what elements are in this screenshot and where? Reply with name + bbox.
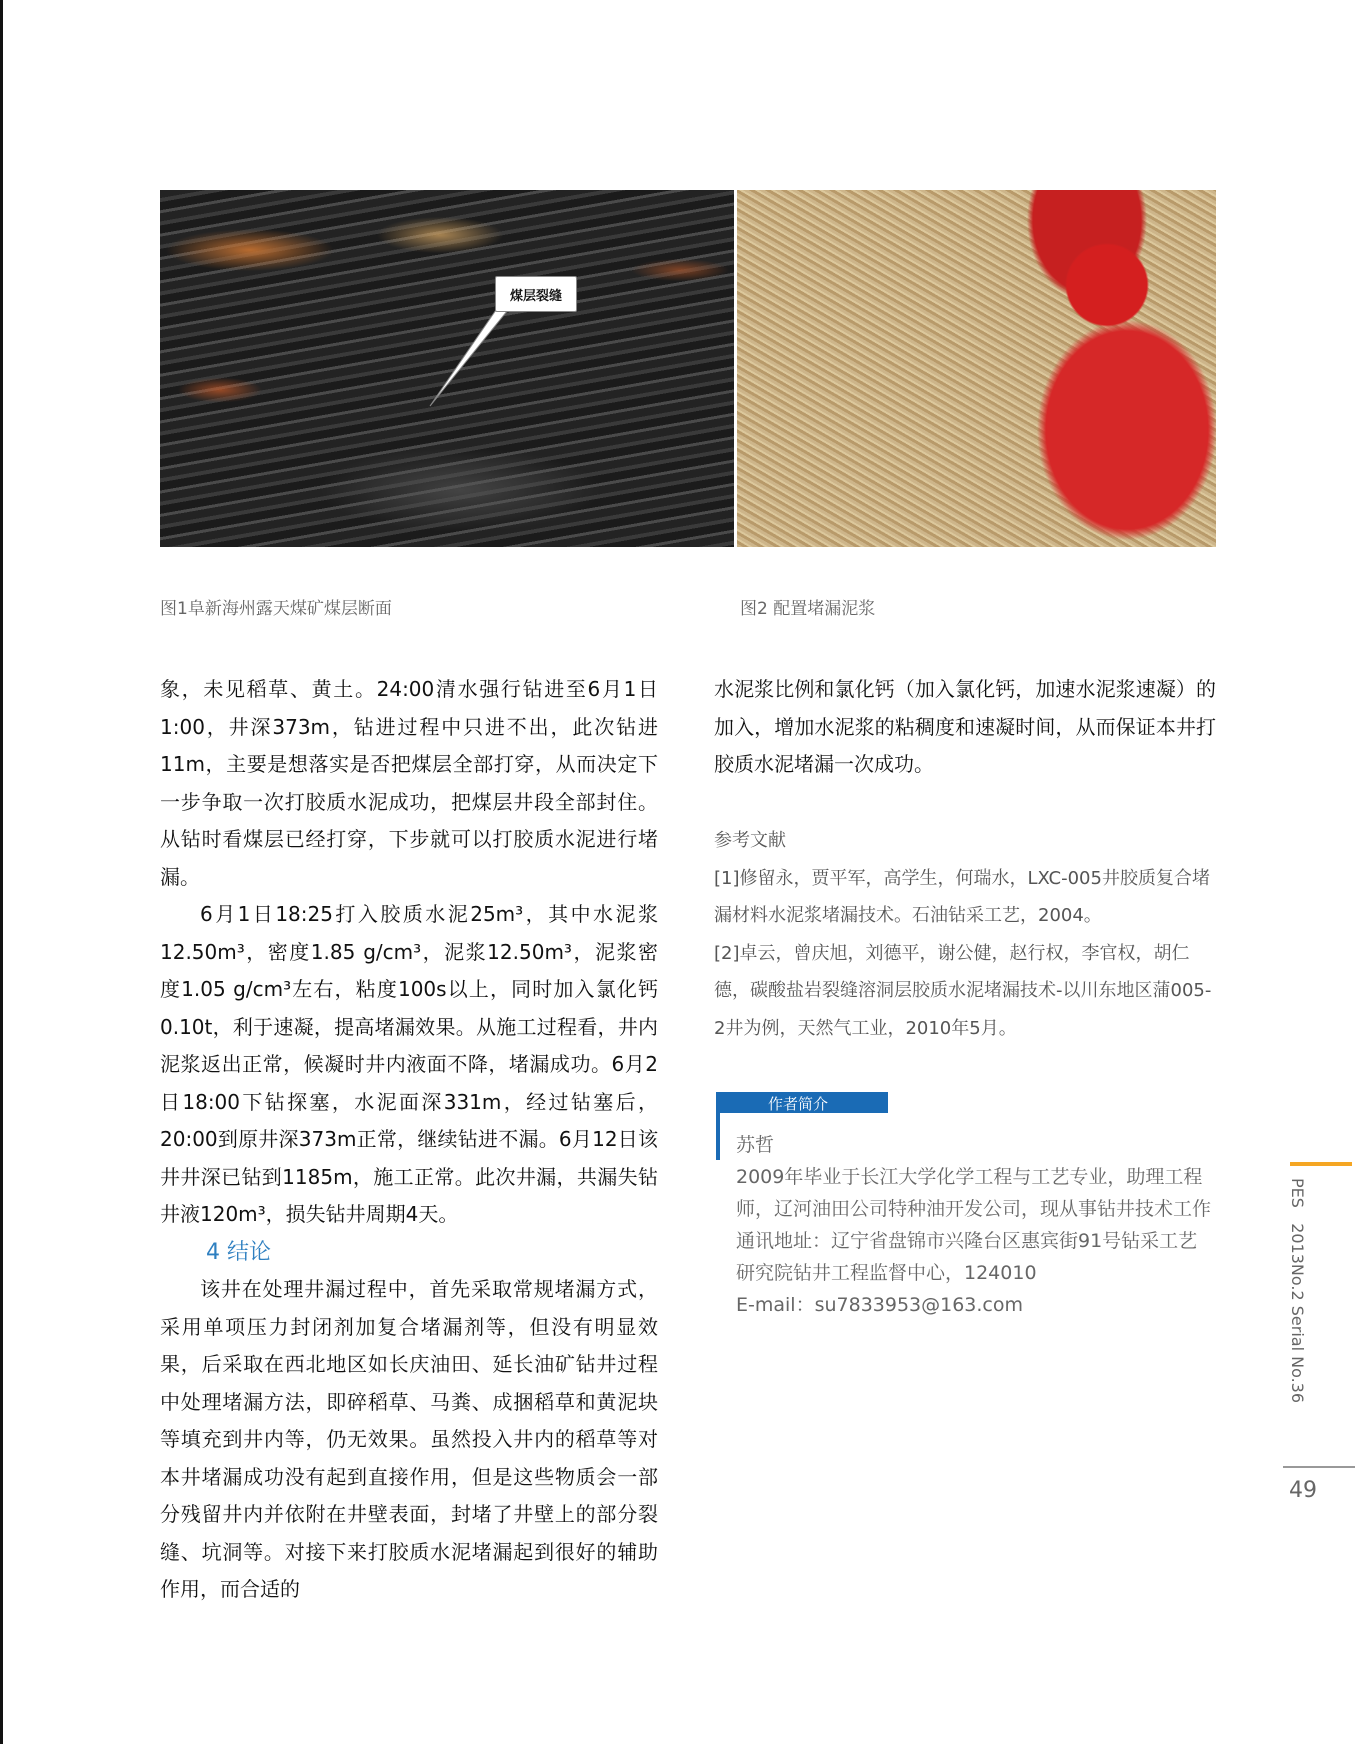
paragraph: 水泥浆比例和氯化钙（加入氯化钙，加速水泥浆速凝）的加入，增加水泥浆的粘稠度和速凝时间，从而保证本井打胶质水泥堵漏一次成功。	[714, 677, 1216, 776]
issue-info: 2013No.2 Serial No.36	[1288, 1223, 1307, 1404]
side-accent-bar	[1290, 1162, 1352, 1166]
reference-item: [2]卓云，曾庆旭，刘德平，谢公健，赵行权，李官权，胡仁德，碳酸盐岩裂缝溶洞层胶质水泥堵漏技术-以川东地区蒲005-2井为例，天然气工业，2010年5月。	[714, 942, 1212, 1039]
left-column	[160, 671, 658, 1609]
callout-pointer	[428, 308, 508, 408]
figure-1-callout: 煤层裂缝	[495, 276, 577, 312]
author-heading-bar	[716, 1092, 888, 1113]
author-info	[736, 1129, 1216, 1321]
reference-item: [1]修留永，贾平军，高学生，何瑞水，LXC-005井胶质复合堵漏材料水泥浆堵漏技术。石油钻采工艺，2004。	[714, 867, 1210, 926]
author-email: E-mail：su7833953@163.com	[736, 1294, 1024, 1316]
figure-1-coal-seam-photo	[160, 190, 734, 547]
paragraph: 6月1日18:25打入胶质水泥25m³，其中水泥浆12.50m³，密度1.85 g/cm³，泥浆12.50m³，泥浆密度1.05 g/cm³左右，粘度100s以上，同时加入氯化钙0.10t，利于速凝，提高堵漏效果。从施工过程看，井内泥浆返出正常，候凝时井内液面不降，堵漏成功。6月2日18:00下钻探塞，水泥面深331m，经过钻塞后，20:00到原井深373m正常，继续钻进不漏。6月12日该井井深已钻到1185m，施工正常。此次井漏，共漏失钻井液120m³，损失钻井周期4天。	[160, 902, 658, 1226]
author-address: 通讯地址：辽宁省盘锦市兴隆台区惠宾街91号钻采工艺研究院钻井工程监督中心，124010	[736, 1230, 1198, 1284]
right-column	[714, 671, 1216, 784]
page-number: 49	[1289, 1478, 1317, 1503]
section-title: 4 结论	[206, 1239, 271, 1265]
figure-2-caption: 图2 配置堵漏泥浆	[740, 599, 876, 619]
author-name: 苏哲	[736, 1134, 775, 1156]
author-heading: 作者简介	[768, 1095, 829, 1113]
page-number-rule	[1283, 1466, 1355, 1468]
author-bio: 2009年毕业于长江大学化学工程与工艺专业，助理工程师，辽河油田公司特种油开发公司，现从事钻井技术工作	[736, 1166, 1212, 1220]
references	[714, 822, 1216, 1047]
paragraph: 象，未见稻草、黄土。24:00清水强行钻进至6月1日1:00，井深373m，钻进过程中只进不出，此次钻进11m，主要是想落实是否把煤层全部打穿，从而决定下一步争取一次打胶质水泥成功，把煤层井段全部封住。从钻时看煤层已经打穿，下步就可以打胶质水泥进行堵漏。	[160, 677, 658, 889]
references-heading: 参考文献	[714, 830, 786, 851]
figure-2-mud-preparation-photo	[737, 190, 1216, 547]
journal-name: PES	[1288, 1178, 1307, 1208]
journal-issue-label	[1283, 1178, 1307, 1404]
paragraph: 该井在处理井漏过程中，首先采取常规堵漏方式，采用单项压力封闭剂加复合堵漏剂等，但没有明显效果，后采取在西北地区如长庆油田、延长油矿钻井过程中处理堵漏方法，即碎稻草、马粪、成捆稻草和黄泥块等填充到井内等，仍无效果。虽然投入井内的稻草等对本井堵漏成功没有起到直接作用，但是这些物质会一部分残留井内并依附在井壁表面，封堵了井壁上的部分裂缝、坑洞等。对接下来打胶质水泥堵漏起到很好的辅助作用，而合适的	[160, 1277, 658, 1601]
page-edge-rule	[0, 0, 3, 1744]
figure-1-caption: 图1阜新海州露天煤矿煤层断面	[160, 599, 392, 619]
